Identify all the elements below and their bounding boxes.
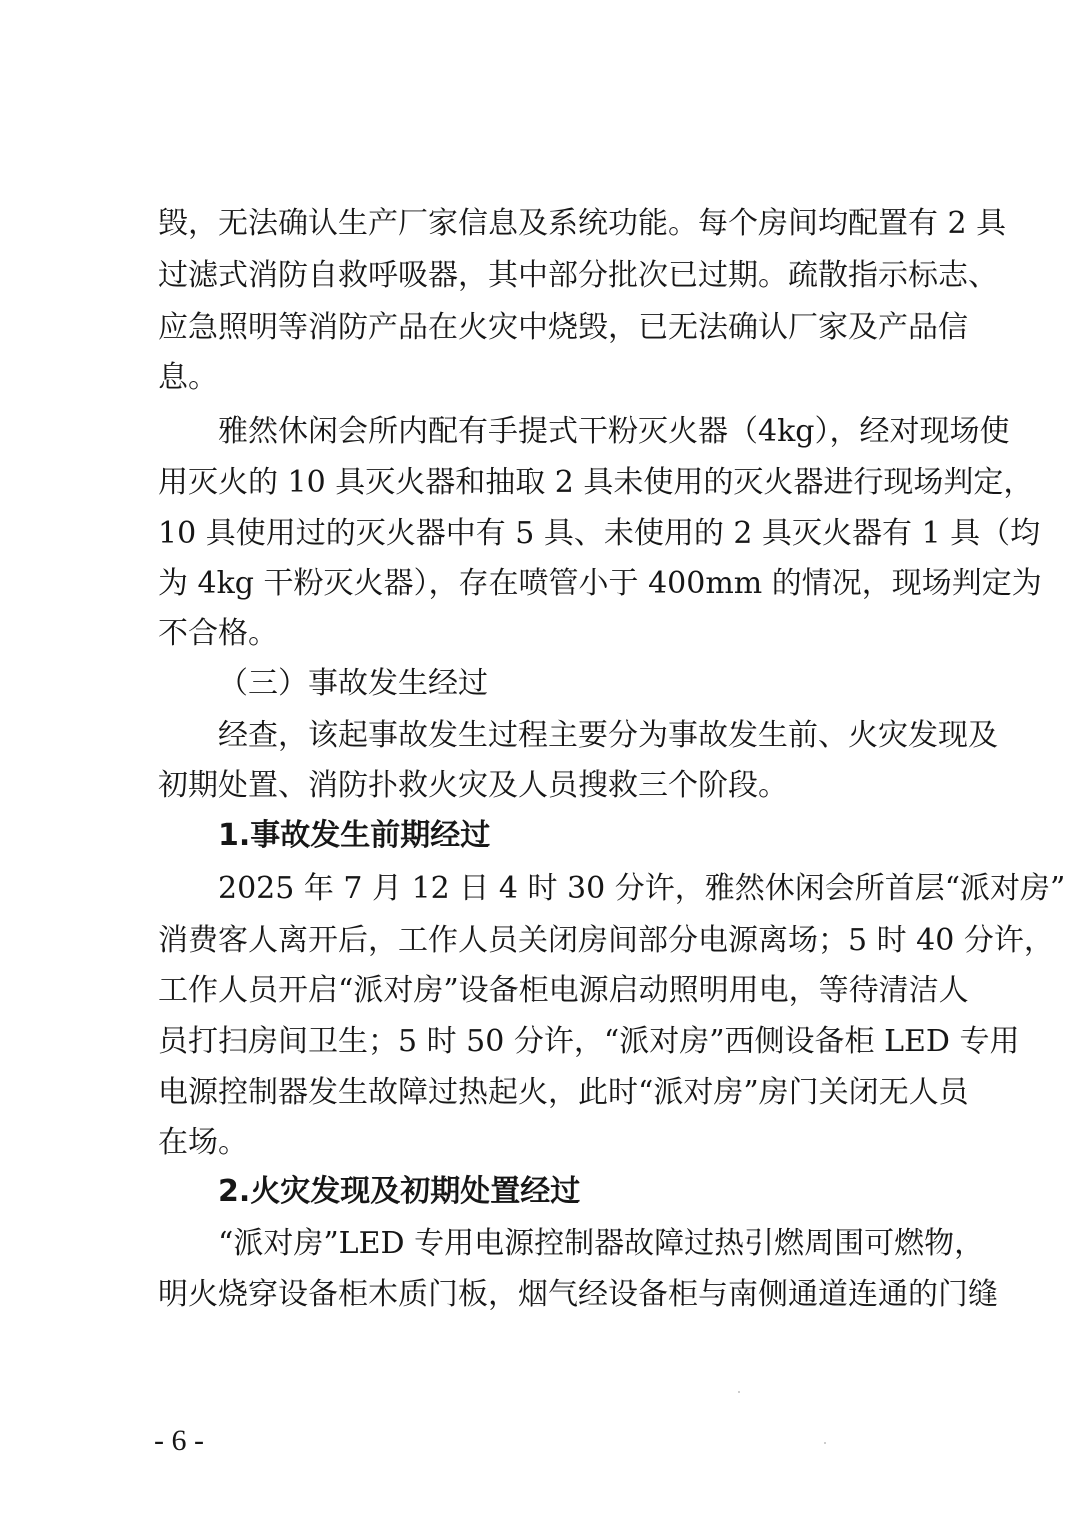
paragraph-line: 应急照明等消防产品在火灾中烧毁，已无法确认厂家及产品信: [158, 310, 968, 345]
paragraph-line: 初期处置、消防扑救火灾及人员搜救三个阶段。: [158, 768, 788, 803]
paragraph-line: “派对房”LED 专用电源控制器故障过热引燃周围可燃物，: [218, 1226, 985, 1261]
paragraph-line: 不合格。: [158, 616, 278, 651]
page-number: - 6 -: [154, 1424, 204, 1457]
paragraph-line: 雅然休闲会所内配有手提式干粉灭火器（4kg），经对现场使: [218, 414, 1010, 449]
paragraph-line: 2025 年 7 月 12 日 4 时 30 分许，雅然休闲会所首层“派对房”: [218, 871, 1066, 906]
paragraph-line: 明火烧穿设备柜木质门板，烟气经设备柜与南侧通道连通的门缝: [158, 1277, 998, 1312]
subsection-heading: 2.火灾发现及初期处置经过: [218, 1174, 581, 1209]
paragraph-line: 经查，该起事故发生过程主要分为事故发生前、火灾发现及: [218, 718, 998, 753]
section-heading: （三）事故发生经过: [218, 666, 488, 701]
paragraph-line: 用灭火的 10 具灭火器和抽取 2 具未使用的灭火器进行现场判定，: [158, 465, 1034, 500]
paragraph-line: 过滤式消防自救呼吸器，其中部分批次已过期。疏散指示标志、: [158, 258, 998, 293]
scan-speck: [738, 1391, 740, 1393]
paragraph-line: 在场。: [158, 1125, 248, 1160]
paragraph-line: 消费客人离开后，工作人员关闭房间部分电源离场；5 时 40 分许，: [158, 923, 1054, 958]
paragraph-line: 电源控制器发生故障过热起火，此时“派对房”房门关闭无人员: [158, 1075, 969, 1110]
scan-speck: [824, 1442, 826, 1444]
paragraph-line: 息。: [158, 360, 218, 395]
paragraph-line: 员打扫房间卫生；5 时 50 分许，“派对房”西侧设备柜 LED 专用: [158, 1024, 1020, 1059]
paragraph-line: 10 具使用过的灭火器中有 5 具、未使用的 2 具灭火器有 1 具（均: [158, 516, 1041, 551]
paragraph-line: 毁，无法确认生产厂家信息及系统功能。每个房间均配置有 2 具: [158, 206, 1007, 241]
paragraph-line: 为 4kg 干粉灭火器），存在喷管小于 400mm 的情况，现场判定为: [158, 566, 1042, 601]
subsection-heading: 1.事故发生前期经过: [218, 818, 491, 853]
paragraph-line: 工作人员开启“派对房”设备柜电源启动照明用电，等待清洁人: [158, 973, 969, 1008]
